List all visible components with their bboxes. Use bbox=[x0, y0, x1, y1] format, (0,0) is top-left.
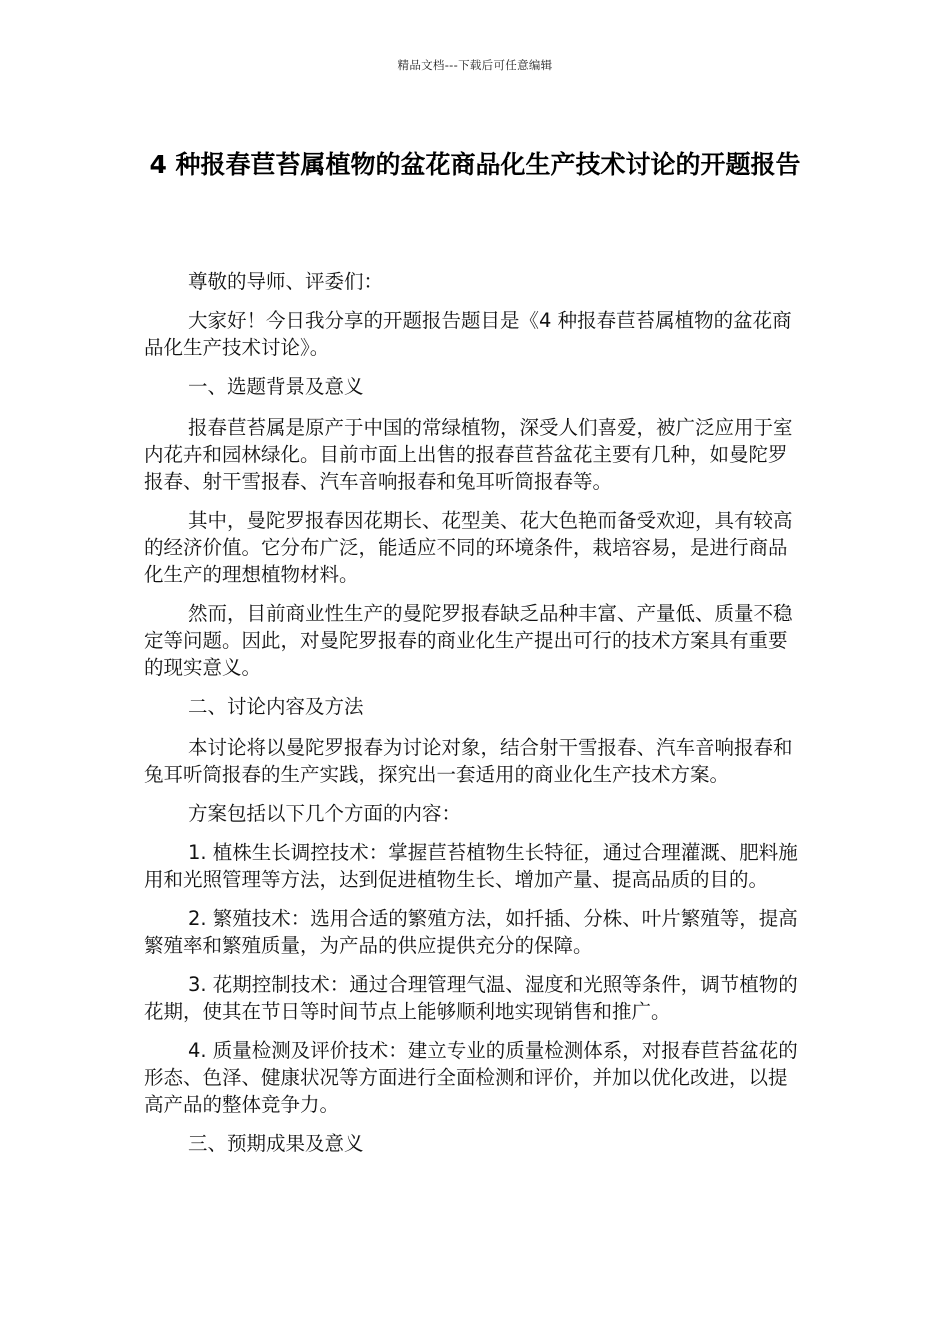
paragraph-value: 其中，曼陀罗报春因花期长、花型美、花大色艳而备受欢迎，具有较高的经济价值。它分布广泛，能适应不同的环境条件，栽培容易，是进行商品化生产的理想植物材料。 bbox=[144, 509, 793, 586]
document-title: 4 种报春苣苔属植物的盆花商品化生产技术讨论的开题报告 bbox=[149, 150, 801, 179]
list-item-quality-testing: 4. 质量检测及评价技术：建立专业的质量检测体系，对报春苣苔盆花的形态、色泽、健康状况等方面进行全面检测和评价，并加以优化改进，以提高产品的整体竞争力。 bbox=[144, 1039, 798, 1116]
section-heading-2: 二、讨论内容及方法 bbox=[188, 695, 364, 718]
paragraph-plan-intro: 方案包括以下几个方面的内容： bbox=[188, 802, 462, 825]
list-item-propagation: 2. 繁殖技术：选用合适的繁殖方法，如扦插、分株、叶片繁殖等，提高繁殖率和繁殖质量，为产品的供应提供充分的保障。 bbox=[144, 907, 798, 957]
section-heading-3: 三、预期成果及意义 bbox=[188, 1132, 364, 1155]
paragraph-salutation: 尊敬的导师、评委们： bbox=[188, 270, 384, 293]
list-item-flowering-control: 3. 花期控制技术：通过合理管理气温、湿度和光照等条件，调节植物的花期，使其在节日等时间节点上能够顺利地实现销售和推广。 bbox=[144, 973, 798, 1023]
paragraph-approach: 本讨论将以曼陀罗报春为讨论对象，结合射干雪报春、汽车音响报春和兔耳听筒报春的生产实践，探究出一套适用的商业化生产技术方案。 bbox=[144, 736, 793, 786]
document-body bbox=[144, 268, 804, 1171]
section-heading-1: 一、选题背景及意义 bbox=[188, 375, 364, 398]
paragraph-intro: 大家好！今日我分享的开题报告题目是《4 种报春苣苔属植物的盆花商品化生产技术讨论》。 bbox=[144, 309, 792, 359]
header-note: 精品文档---下载后可任意编辑 bbox=[397, 58, 553, 72]
paragraph-background: 报春苣苔属是原产于中国的常绿植物，深受人们喜爱，被广泛应用于室内花卉和园林绿化。目前市面上出售的报春苣苔盆花主要有几种，如曼陀罗报春、射干雪报春、汽车音响报春和兔耳听筒报春等。 bbox=[144, 416, 793, 493]
paragraph-problems: 然而，目前商业性生产的曼陀罗报春缺乏品种丰富、产量低、质量不稳定等问题。因此，对曼陀罗报春的商业化生产提出可行的技术方案具有重要的现实意义。 bbox=[144, 602, 793, 679]
list-item-growth-control: 1. 植株生长调控技术：掌握苣苔植物生长特征，通过合理灌溉、肥料施用和光照管理等方法，达到促进植物生长、增加产量、提高品质的目的。 bbox=[144, 841, 798, 891]
